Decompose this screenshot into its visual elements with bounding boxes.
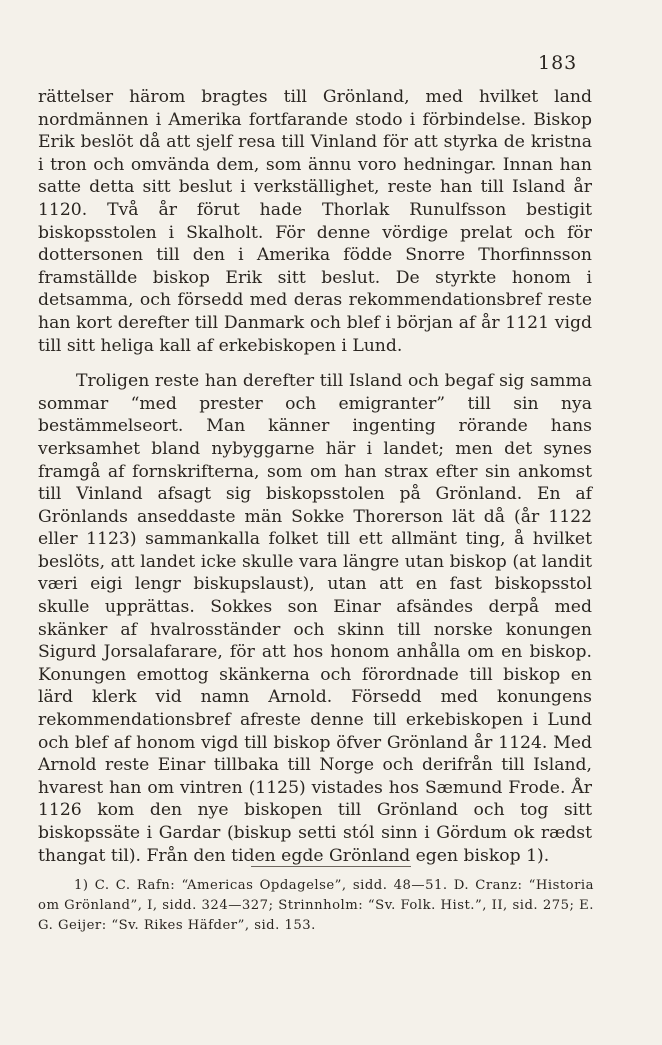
- footnote-rule: [251, 866, 411, 867]
- page-number: 183: [538, 52, 578, 74]
- body-text: [38, 86, 592, 867]
- footnote: 1) C. C. Rafn: “Americas Opdagelse”, sidd. 48—51. D. Cranz: “Historia om Grönland”, I, sidd. 324—327; Strinnholm: “Sv. Folk. Hist.”, II, sid. 275; E. G. Geijer: “Sv. Rikes Häfder”, sid. 153.: [38, 878, 594, 933]
- paragraph-1: rättelser härom bragtes till Grönland, med hvilket land nordmännen i Amerika fortfarande stodo i förbindelse. Biskop Erik beslöt då att sjelf resa till Vinland för att styrka de kristna i tron och omvända dem, som ännu voro hedningar. Innan han satte detta sitt beslut i verkställighet, reste han till Island år 1120. Två år förut hade Thorlak Runulfsson bestigit biskopsstolen i Skalholt. För denne vördige prelat och för dottersonen till den i Amerika födde Snorre Thorfinnsson framställde biskop Erik sitt beslut. De styrkte honom i detsamma, och försedd med deras rekommendationsbref reste han kort derefter till Danmark och blef i början af år 1121 vigd till sitt heliga kall af erkebiskopen i Lund.: [38, 87, 592, 356]
- paragraph-2: Troligen reste han derefter till Island och begaf sig samma sommar “med prester och emigranter” till sin nya bestämmelseort. Man känner ingenting rörande hans verksamhet bland nybyggarne här i landet; men det synes framgå af fornskrifterna, som om han strax efter sin ankomst till Vinland afsagt sig biskopsstolen på Grönland. En af Grönlands anseddaste män Sokke Thorerson lät då (år 1122 eller 1123) sammankalla folket till ett allmänt ting, å hvilket beslöts, att landet icke skulle vara längre utan biskop (at landit væri eigi lengr biskupslaust), utan att en fast biskopsstol skulle upprättas. Sokkes son Einar afsändes derpå med skänker af hvalrosständer och skinn till norske konungen Sigurd Jorsalafarare, för att hos honom anhålla om en biskop. Konungen emottog skänkerna och förordnade till biskop en lärd klerk vid namn Arnold. Försedd med konungens rekommendationsbref afreste denne till erkebiskopen i Lund och blef af honom vigd till biskop öfver Grönland år 1124. Med Arnold reste Einar tillbaka till Norge och derifrån till Island, hvarest han om vintren (1125) vistades hos Sæmund Frode. År 1126 kom den nye biskopen till Grönland och tog sitt biskopssäte i Gardar (biskup setti stól sinn i Gördum ok rædst thangat til). Från den tiden egde Grönland egen biskop 1).: [38, 371, 592, 866]
